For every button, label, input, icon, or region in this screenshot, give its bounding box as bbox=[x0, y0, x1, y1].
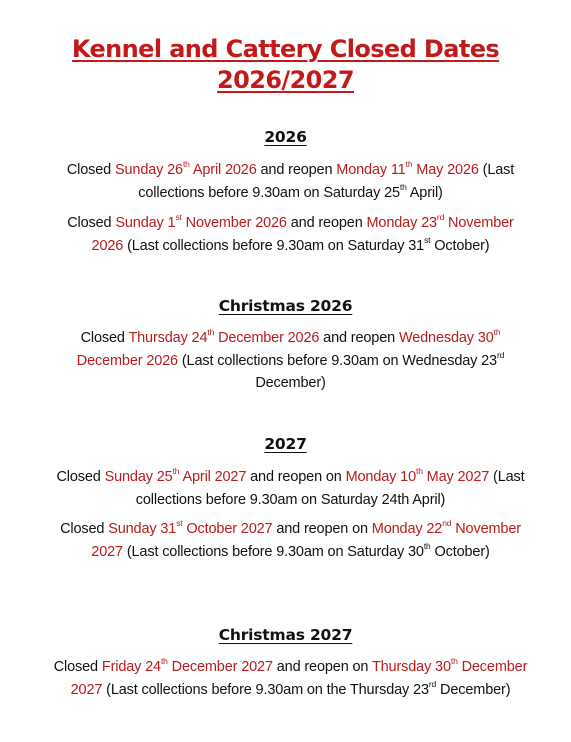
closed-label: Closed bbox=[53, 659, 102, 675]
reopen-date: Monday 23rd November 2026 bbox=[91, 212, 514, 254]
reopen-date: Monday 22nd November 2027 bbox=[91, 518, 521, 560]
closed-label: Closed bbox=[60, 521, 109, 537]
reopen-date: Monday 10th May 2027 bbox=[345, 466, 490, 485]
closed-start-date: Sunday 31st October 2027 bbox=[108, 518, 273, 537]
reopen-date: Thursday 30th December 2027 bbox=[70, 656, 528, 698]
collection-note: (Last collections before 9.30am on Saturday 31st October) bbox=[123, 234, 490, 254]
closed-start-date: Friday 24th December 2027 bbox=[101, 656, 273, 675]
reopen-label: and reopen bbox=[256, 162, 337, 178]
reopen-label: and reopen on bbox=[272, 659, 372, 675]
section-heading-2027: 2027 bbox=[264, 435, 307, 453]
reopen-label: and reopen on bbox=[272, 521, 372, 537]
collection-note: (Last collections before 9.30am on Saturday 30th October) bbox=[122, 540, 490, 560]
reopen-date: Wednesday 30th December 2026 bbox=[76, 327, 501, 369]
section-heading-2026: 2026 bbox=[264, 128, 307, 146]
closed-start-date: Thursday 24th December 2026 bbox=[128, 327, 320, 346]
section-heading-christmas-2026: Christmas 2026 bbox=[218, 297, 353, 315]
collection-note: (Last collections before 9.30am on the Thursday 23rd December) bbox=[102, 678, 511, 698]
closure-entry bbox=[50, 518, 531, 563]
reopen-label: and reopen on bbox=[246, 469, 346, 485]
closure-entry bbox=[50, 656, 531, 701]
collection-note: (Last collections before 9.30am on Saturday 25th April) bbox=[138, 162, 515, 201]
closure-entry bbox=[50, 212, 531, 257]
title-line-2: 2026/2027 bbox=[217, 66, 354, 94]
page-title bbox=[0, 34, 571, 96]
title-line-1: Kennel and Cattery Closed Dates bbox=[71, 35, 500, 63]
reopen-date: Monday 11th May 2026 bbox=[336, 159, 479, 178]
closed-start-date: Sunday 25th April 2027 bbox=[104, 466, 247, 485]
closed-label: Closed bbox=[67, 215, 116, 231]
closure-entry bbox=[50, 466, 531, 511]
closed-label: Closed bbox=[66, 162, 115, 178]
reopen-label: and reopen bbox=[319, 330, 399, 346]
collection-note: (Last collections before 9.30am on Wednesday 23rd December) bbox=[177, 349, 505, 391]
reopen-label: and reopen bbox=[286, 215, 367, 231]
closed-label: Closed bbox=[56, 469, 105, 485]
section-heading-christmas-2027: Christmas 2027 bbox=[218, 626, 353, 644]
closed-label: Closed bbox=[80, 330, 129, 346]
closure-entry bbox=[50, 327, 531, 395]
collection-note: (Last collections before 9.30am on Saturday 24th April) bbox=[135, 469, 525, 508]
closure-entry bbox=[50, 159, 531, 204]
closed-start-date: Sunday 1st November 2026 bbox=[115, 212, 287, 231]
closed-start-date: Sunday 26th April 2026 bbox=[114, 159, 257, 178]
